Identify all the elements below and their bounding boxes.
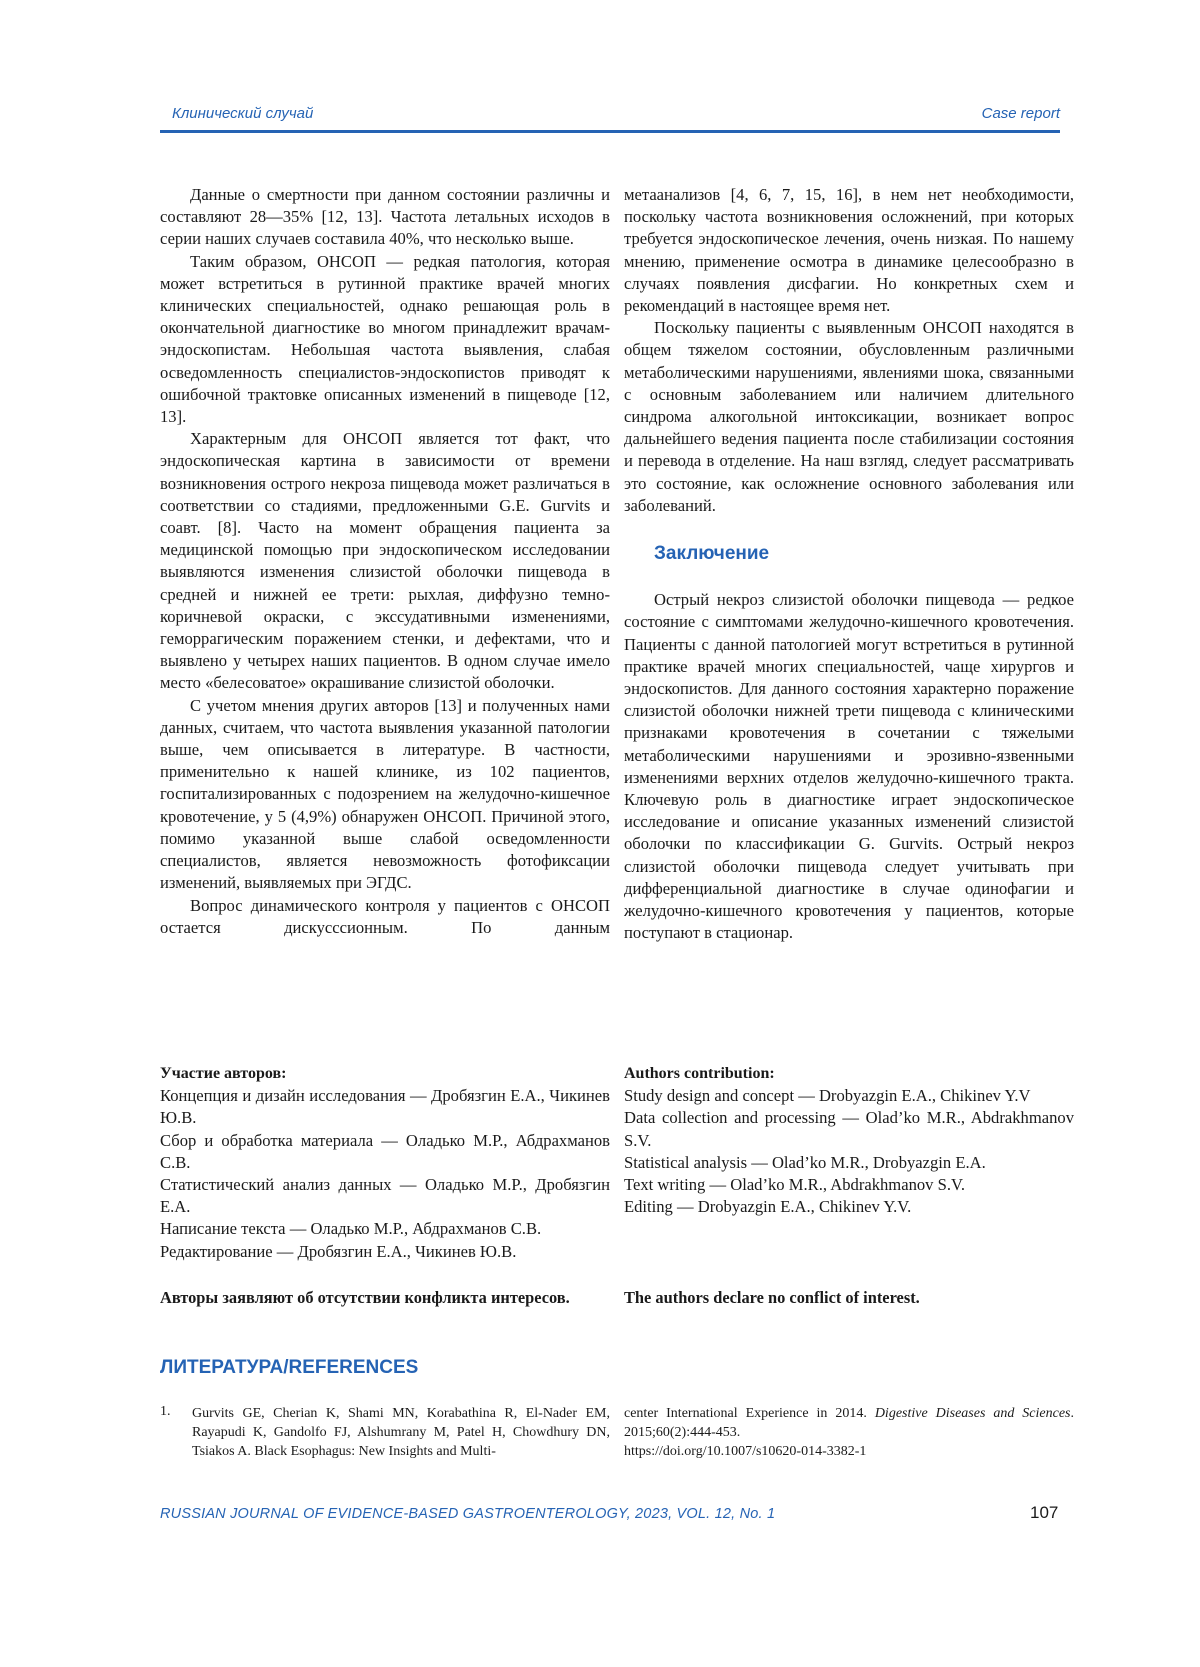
footer-journal-title: RUSSIAN JOURNAL OF EVIDENCE-BASED GASTROENTEROLOGY, 2023, VOL. 12, No. 1 <box>160 1506 776 1522</box>
author-contributions-ru <box>160 1063 610 1263</box>
conclusion-heading: Заключение <box>654 543 770 565</box>
contribution-line: Text writing — Olad’ko M.R., Abdrakhmanov S.V. <box>624 1175 965 1195</box>
conclusion-paragraph: Острый некроз слизистой оболочки пищевода — редкое состояние с симптомами желудочно-кишечного кровотечения. Пациенты с данной патологией могут встретиться в рутинной практике врачей многих специальностей, чаще хирургов и эндоскопистов. Для данного состояния характерно поражение слизистой оболочки нижней трети пищевода с клиническими признаками кровотечения в сочетании с тяжелыми метаболическими нарушениями и эрозивно-язвенными изменениями верхних отделов желудочно-кишечного тракта. Ключевую роль в диагностике играет эндоскопическое исследование и описание указанных изменений слизистой оболочки по классификации G. Gurvits. Острый некроз слизистой оболочки пищевода следует учитывать при дифференциальной диагностике в случае одинофагии и желудочно-кишечного кровотечения у пациентов, которые поступают в стационар. <box>624 590 1074 943</box>
body-paragraph: Характерным для ОНСОП является тот факт, что эндоскопическая картина в зависимости от времени возникновения острого некроза пищевода может различаться в соответствии со стадиями, предложенными G.E. Gurvits и соавт. [8]. Часто на момент обращения пациента за медицинской помощью при эндоскопическом исследовании выявляются изменения слизистой оболочки пищевода в средней и нижней ее трети: рыхлая, диффузно темно-коричневой окраски, с экссудативными изменениями, геморрагическим поражением стенки, и дефектами, что и выявлено у четырех наших пациентов. В одном случае имело место «белесоватое» окрашивание слизистой оболочки. <box>160 429 610 693</box>
reference-details: . 2015;60(2):444-453. <box>624 1406 1074 1440</box>
contribution-line: Study design and concept — Drobyazgin E.A., Chikinev Y.V <box>624 1086 1031 1106</box>
contribution-line: Сбор и обработка материала — Оладько М.Р., Абдрахманов С.В. <box>160 1130 610 1172</box>
reference-text: Gurvits GE, Cherian K, Shami MN, Korabathina R, El-Nader EM, Rayapudi K, Gandolfo FJ, Alshumrany M, Patel H, Chowdhury DN, Tsiakos A. Black Esophagus: New Insights and Multi- <box>192 1406 610 1459</box>
body-paragraph: Поскольку пациенты с выявленным ОНСОП находятся в общем тяжелом состоянии, обусловленным различными метаболическими нарушениями, явлениями шока, связанными с основным заболеванием или наличием длительного синдрома алкогольной интоксикации, возникает вопрос дальнейшего ведения пациента после стабилизации состояния и перевода в отделение. На наш взгляд, следует рассматривать это состояние, как осложнение основного заболевания или заболеваний. <box>624 318 1074 515</box>
contribution-line: Statistical analysis — Olad’ko M.R., Drobyazgin E.A. <box>624 1152 986 1172</box>
contribution-line: Редактирование — Дробязгин Е.А., Чикинев Ю.В. <box>160 1241 517 1261</box>
body-paragraph: Вопрос динамического контроля у пациентов с ОНСОП остается дискусссионным. По данным <box>160 895 610 937</box>
contribution-line: Статистический анализ данных — Оладько М.Р., Дробязгин Е.А. <box>160 1175 610 1217</box>
body-paragraph: Данные о смертности при данном состоянии различны и составляют 28—35% [12, 13]. Частота летальных исходов в серии наших случаев составила 40%, что несколько выше. <box>160 185 610 249</box>
reference-journal: Digestive Diseases and Sciences <box>874 1406 1071 1421</box>
page-number: 107 <box>1030 1503 1059 1522</box>
contributions-title: Authors contribution: <box>624 1065 775 1082</box>
section-label: Клинический случай <box>172 105 314 122</box>
reference-text-part: center International Experience in 2014. <box>624 1406 867 1421</box>
contributions-title: Участие авторов: <box>160 1065 287 1082</box>
author-contributions-en <box>624 1063 1074 1218</box>
header-rule <box>160 130 1060 133</box>
reference-number: 1. <box>160 1404 171 1419</box>
references-heading: ЛИТЕРАТУРА/REFERENCES <box>160 1357 419 1378</box>
reference-doi-link[interactable]: https://doi.org/10.1007/s10620-014-3382-1 <box>624 1444 867 1459</box>
conflict-statement-ru: Авторы заявляют об отсутствии конфликта интересов. <box>160 1288 570 1307</box>
contribution-line: Editing — Drobyazgin E.A., Chikinev Y.V. <box>624 1197 912 1217</box>
body-paragraph-continuation: метаанализов [4, 6, 7, 15, 16], в нем нет необходимости, поскольку частота возникновения осложнений, при которых требуется эндоскопическое лечения, очень низкая. По нашему мнению, применение осмотра в динамике целесообразно в случаях появления дисфагии. Но конкретных схем и рекомендаций в настоящее время нет. <box>624 185 1074 316</box>
reference-text-continued <box>624 1404 1074 1461</box>
left-column <box>160 184 610 939</box>
body-paragraph: С учетом мнения других авторов [13] и полученных нами данных, считаем, что частота выявления указанной патологии выше, чем описывается в литературе. В частности, применительно к нашей клинике, из 102 пациентов, госпитализированных с подозрением на желудочно-кишечное кровотечение, у 5 (4,9%) обнаружен ОНСОП. Причиной этого, помимо указанной выше слабой осведомленности специалистов, является невозможность фотофиксации изменений, выявляемых при ЭГДС. <box>160 695 610 893</box>
body-paragraph: Таким образом, ОНСОП — редкая патология, которая может встретиться в рутинной практике врачей многих клинических специальностей, однако решающая роль в окончательной диагностике во многом принадлежит врачам-эндоскопистам. Небольшая частота выявления, слабая осведомленность специалистов-эндоскопистов приводят к ошибочной трактовке описанных изменений в пищеводе [12, 13]. <box>160 251 610 427</box>
right-column <box>624 184 1074 945</box>
contribution-line: Концепция и дизайн исследования — Дробязгин Е.А., Чикинев Ю.В. <box>160 1086 610 1128</box>
running-header <box>160 102 1060 126</box>
section-label-en: Case report <box>981 105 1060 122</box>
contribution-line: Data collection and processing — Olad’ko M.R., Abdrakhmanov S.V. <box>624 1108 1074 1150</box>
conflict-statement-en: The authors declare no conflict of interest. <box>624 1288 920 1307</box>
contribution-line: Написание текста — Оладько М.Р., Абдрахманов С.В. <box>160 1219 542 1239</box>
